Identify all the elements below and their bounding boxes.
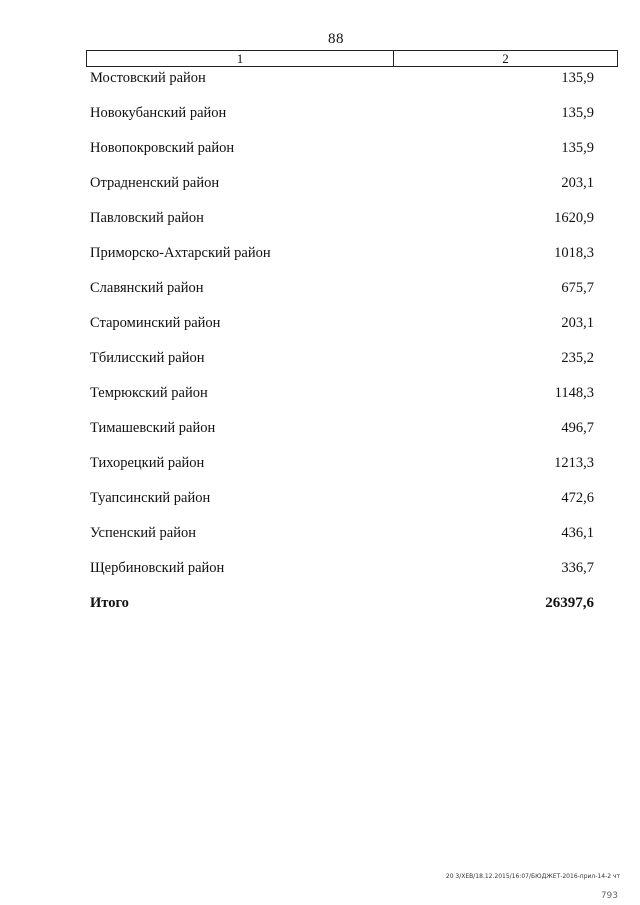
table-row — [0, 525, 640, 549]
row-name: Тимашевский район — [90, 420, 216, 436]
footer-document-code: 20 3/ХЕВ/18.12.2015/16:07/БЮДЖЕТ-2016-прил-14-2 чт — [445, 873, 620, 880]
row-value: 1213,3 — [554, 455, 594, 471]
table-row — [0, 490, 640, 514]
row-value: 135,9 — [561, 140, 594, 156]
table-row — [0, 175, 640, 199]
table-row — [0, 140, 640, 164]
table-header — [86, 50, 618, 67]
table-row — [0, 455, 640, 479]
row-name: Мостовский район — [90, 70, 206, 86]
row-name: Тихорецкий район — [90, 455, 205, 471]
total-label: Итого — [90, 595, 129, 611]
row-name: Новокубанский район — [90, 105, 227, 121]
table-row — [0, 385, 640, 409]
row-value: 1620,9 — [554, 210, 594, 226]
row-name: Щербиновский район — [90, 560, 225, 576]
table-row — [0, 70, 640, 94]
row-name: Успенский район — [90, 525, 196, 541]
row-value: 203,1 — [561, 315, 594, 331]
row-value: 336,7 — [561, 560, 594, 576]
table-header-col2: 2 — [502, 51, 509, 66]
row-name: Староминский район — [90, 315, 221, 331]
row-name: Павловский район — [90, 210, 204, 226]
row-value: 135,9 — [561, 105, 594, 121]
row-name: Новопокровский район — [90, 140, 235, 156]
row-value: 1148,3 — [554, 385, 594, 401]
footer-stamp: 793 — [600, 891, 618, 901]
table-row — [0, 315, 640, 339]
row-name: Тбилисский район — [90, 350, 205, 366]
row-value: 1018,3 — [554, 245, 594, 261]
row-value: 203,1 — [561, 175, 594, 191]
table-header-col1: 1 — [87, 51, 394, 66]
total-value: 26397,6 — [545, 595, 594, 611]
row-value: 496,7 — [561, 420, 594, 436]
table-row — [0, 245, 640, 269]
table-row — [0, 280, 640, 304]
row-value: 675,7 — [561, 280, 594, 296]
row-value: 436,1 — [561, 525, 594, 541]
row-value: 135,9 — [561, 70, 594, 86]
row-name: Туапсинский район — [90, 490, 211, 506]
total-row — [0, 595, 640, 619]
page-number: 88 — [328, 31, 344, 47]
table-row — [0, 560, 640, 584]
row-name: Славянский район — [90, 280, 204, 296]
row-name: Отрадненский район — [90, 175, 220, 191]
row-name: Приморско-Ахтарский район — [90, 245, 271, 261]
row-name: Темрюкский район — [90, 385, 208, 401]
table-row — [0, 210, 640, 234]
table-row — [0, 350, 640, 374]
row-value: 472,6 — [561, 490, 594, 506]
row-value: 235,2 — [561, 350, 594, 366]
table-row — [0, 105, 640, 129]
table-row — [0, 420, 640, 444]
